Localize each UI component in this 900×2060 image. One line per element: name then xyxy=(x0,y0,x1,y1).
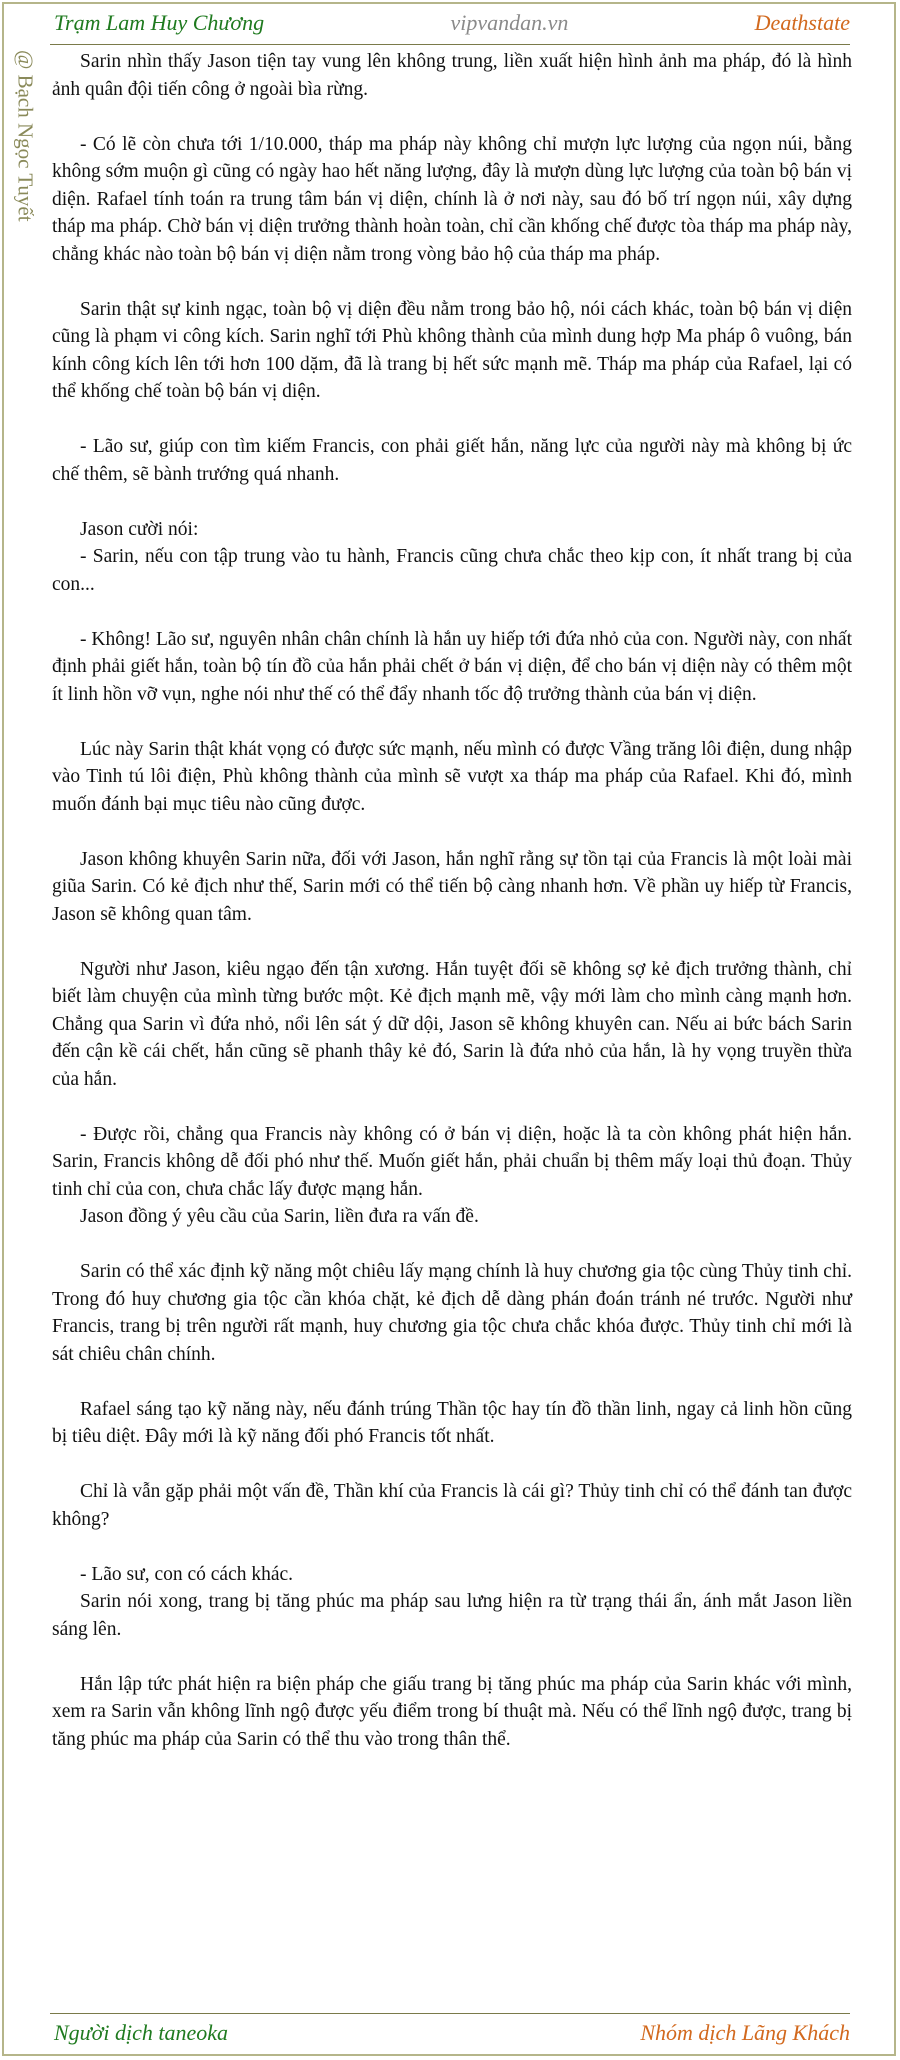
page-footer xyxy=(54,2018,850,2048)
paragraph-gap xyxy=(52,103,852,131)
page-header xyxy=(54,8,850,38)
footer-translator: Người dịch taneoka xyxy=(54,2020,229,2045)
paragraph: - Lão sư, giúp con tìm kiếm Francis, con phải giết hắn, năng lực của người này mà không bị ức chế thêm, sẽ bành trướng quá nhanh. xyxy=(52,436,852,485)
paragraph: Sarin nhìn thấy Jason tiện tay vung lên không trung, liền xuất hiện hình ảnh ma pháp, đó là hình ảnh quân đội tiến công ở ngoài bìa rừng. xyxy=(52,51,852,100)
paragraph: - Sarin, nếu con tập trung vào tu hành, Francis cũng chưa chắc theo kịp con, ít nhất trang bị của con... xyxy=(52,546,852,595)
paragraph: Jason cười nói: xyxy=(80,518,199,540)
paragraph: - Không! Lão sư, nguyên nhân chân chính là hắn uy hiếp tới đứa nhỏ của con. Người này, con nhất định phải giết hắn, toàn bộ tín đồ của hắn phải chết ở bán vị diện, để cho bán vị diện này có thêm một ít linh hồn vỡ vụn, nghe nói như thế có thể đẩy nhanh tốc độ trưởng thành của bán vị diện. xyxy=(52,628,852,705)
paragraph-gap xyxy=(52,708,852,736)
paragraph: - Có lẽ còn chưa tới 1/10.000, tháp ma pháp này không chỉ mượn lực lượng của ngọn núi, bằng không sớm muộn gì cũng có ngày hao hết năng lượng, đây là mượn dùng lực lượng của toàn bộ bán vị diện. Rafael tính toán ra trung tâm bán vị diện, chính là ở nơi này, sau đó bố trí ngọn núi, xây dựng tháp ma pháp. Chờ bán vị diện trưởng thành hoàn toàn, chỉ cần khống chế được tòa tháp ma pháp này, chẳng khác nào toàn bộ bán vị diện nằm trong vòng bảo hộ của tháp ma pháp. xyxy=(52,133,852,265)
paragraph-gap xyxy=(52,1368,852,1396)
paragraph-gap xyxy=(52,1093,852,1121)
paragraph-gap xyxy=(52,928,852,956)
paragraph: - Lão sư, con có cách khác. xyxy=(80,1563,294,1585)
header-url: vipvandan.vn xyxy=(450,10,569,35)
paragraph-gap xyxy=(52,268,852,296)
paragraph: Jason đồng ý yêu cầu của Sarin, liền đưa ra vấn đề. xyxy=(80,1206,479,1227)
footer-divider xyxy=(50,2013,850,2014)
paragraph: Sarin nói xong, trang bị tăng phúc ma pháp sau lưng hiện ra từ trạng thái ẩn, ánh mắt Jason liền sáng lên. xyxy=(52,1591,852,1640)
paragraph-gap xyxy=(52,1451,852,1479)
paragraph: Jason không khuyên Sarin nữa, đối với Jason, hắn nghĩ rằng sự tồn tại của Francis là một loài mài giũa Sarin. Có kẻ địch như thế, Sarin mới có thể tiến bộ càng nhanh hơn. Về phần uy hiếp từ Francis, Jason sẽ không quan tâm. xyxy=(52,848,852,925)
paragraph-gap xyxy=(52,818,852,846)
paragraph-gap xyxy=(52,488,852,516)
paragraph-gap xyxy=(52,1533,852,1561)
paragraph: Người như Jason, kiêu ngạo đến tận xương. Hắn tuyệt đối sẽ không sợ kẻ địch trưởng thành, chỉ biết làm chuyện của mình từng bước một. Kẻ địch mạnh mẽ, vậy mới làm cho mình càng mạnh hơn. Chẳng qua Sarin vì đứa nhỏ, nổi lên sát ý dữ dội, Jason sẽ không khuyên can. Nếu ai bức bách Sarin đến cận kề cái chết, hắn cũng sẽ phanh thây kẻ đó, Sarin là đứa nhỏ của hắn, là hy vọng truyền thừa của hắn. xyxy=(52,958,852,1090)
header-book-title: Deathstate xyxy=(754,10,850,35)
paragraph: Chỉ là vẫn gặp phải một vấn đề, Thần khí của Francis là cái gì? Thủy tinh chỉ có thể đánh tan được không? xyxy=(52,1481,852,1530)
header-site-name: Trạm Lam Huy Chương xyxy=(54,10,265,35)
paragraph: Rafael sáng tạo kỹ năng này, nếu đánh trúng Thần tộc hay tín đồ thần linh, ngay cả linh hồn cũng bị tiêu diệt. Đây mới là kỹ năng đối phó Francis tốt nhất. xyxy=(52,1398,852,1447)
paragraph-gap xyxy=(52,1643,852,1671)
side-credit-text: @ Bạch Ngọc Tuyết xyxy=(13,50,38,222)
paragraph-gap xyxy=(52,406,852,434)
paragraph: Sarin thật sự kinh ngạc, toàn bộ vị diện đều nằm trong bảo hộ, nói cách khác, toàn bộ bán vị diện cũng là phạm vi công kích. Sarin nghĩ tới Phù không thành của mình dung hợp Ma pháp ô vuông, bán kính công kích lên tới hơn 100 dặm, đã là trang bị hết sức mạnh mẽ. Tháp ma pháp của Rafael, lại có thể khống chế toàn bộ bán vị diện. xyxy=(52,298,852,402)
paragraph: - Được rồi, chẳng qua Francis này không có ở bán vị diện, hoặc là ta còn không phát hiện hắn. Sarin, Francis không dễ đối phó như thế. Muốn giết hắn, phải chuẩn bị thêm mấy loại thủ đoạn. Thủy tinh chỉ của con, chưa chắc lấy được mạng hắn. xyxy=(52,1123,852,1200)
paragraph: Lúc này Sarin thật khát vọng có được sức mạnh, nếu mình có được Vầng trăng lôi điện, dung nhập vào Tinh tú lôi điện, Phù không thành của mình sẽ vượt xa tháp ma pháp của Rafael. Khi đó, mình muốn đánh bại mục tiêu nào cũng được. xyxy=(52,738,852,815)
header-divider xyxy=(50,44,850,45)
chapter-text xyxy=(52,48,852,1948)
footer-group: Nhóm dịch Lãng Khách xyxy=(640,2020,850,2045)
paragraph: Hắn lập tức phát hiện ra biện pháp che giấu trang bị tăng phúc ma pháp của Sarin khác với mình, xem ra Sarin vẫn không lĩnh ngộ được yếu điểm trong bí thuật mà. Nếu có thể lĩnh ngộ được, trang bị tăng phúc ma pháp của Sarin có thể thu vào trong thân thể. xyxy=(52,1673,852,1750)
paragraph: Sarin có thể xác định kỹ năng một chiêu lấy mạng chính là huy chương gia tộc cùng Thủy tinh chỉ. Trong đó huy chương gia tộc cần khóa chặt, kẻ địch dễ dàng phán đoán tránh né trước. Người như Francis, trang bị trên người rất mạnh, huy chương gia tộc chưa chắc khóa được. Thủy tinh chỉ mới là sát chiêu chân chính. xyxy=(52,1261,852,1365)
paragraph-gap xyxy=(52,1231,852,1259)
side-credit xyxy=(10,50,40,270)
paragraph-gap xyxy=(52,598,852,626)
